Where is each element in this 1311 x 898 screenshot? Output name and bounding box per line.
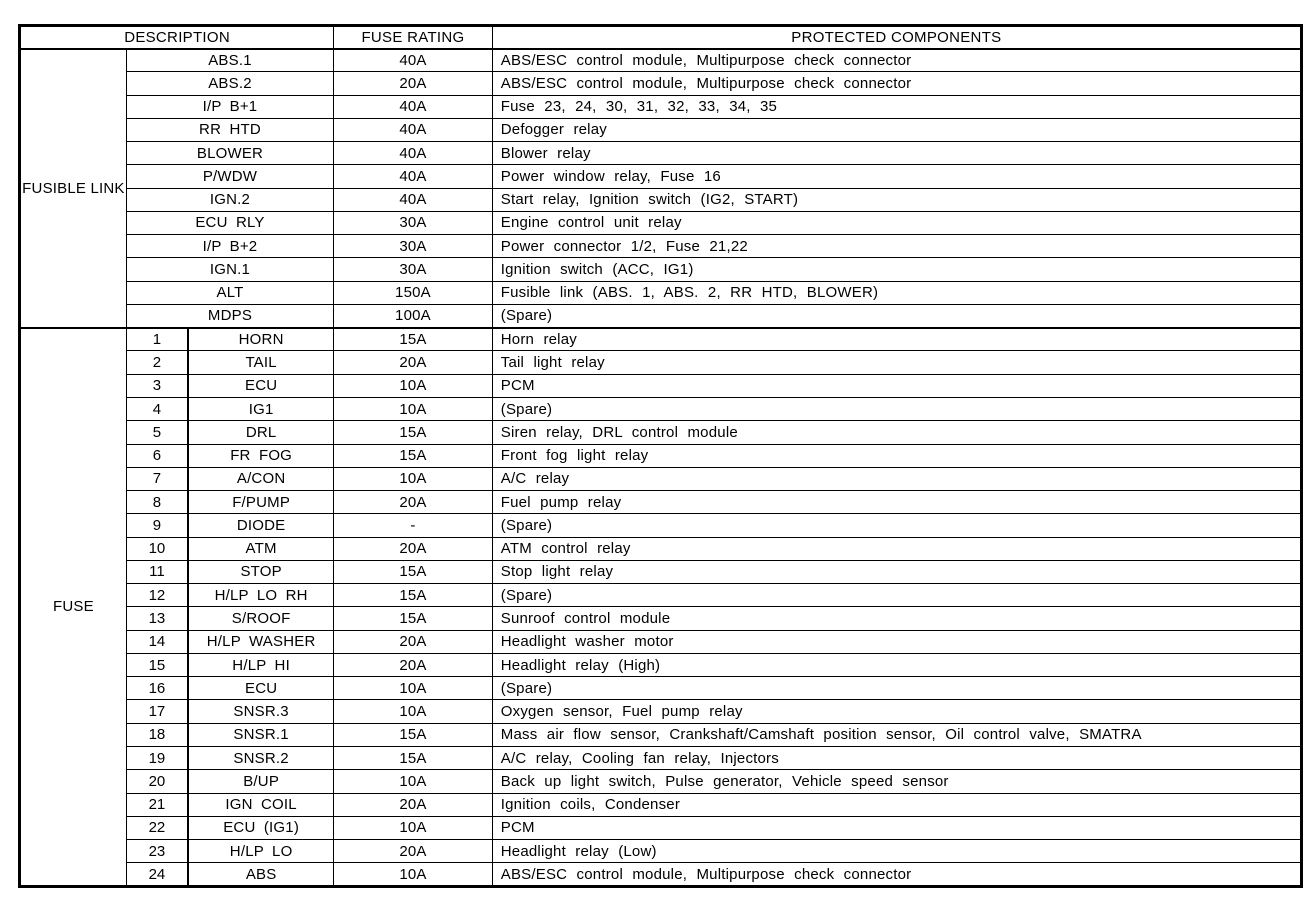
- fuse-number-cell: 24: [126, 863, 188, 887]
- fuse-rating-cell: 10A: [334, 374, 493, 397]
- fuse-rating-cell: -: [334, 514, 493, 537]
- table-row: [20, 584, 1302, 607]
- fuse-name-cell: H/LP HI: [188, 653, 334, 676]
- fuse-rating-cell: 15A: [334, 560, 493, 583]
- protected-components-cell: Tail light relay: [492, 351, 1301, 374]
- protected-components-cell: Siren relay, DRL control module: [492, 421, 1301, 444]
- table-row: [20, 840, 1302, 863]
- fuse-name-cell: S/ROOF: [188, 607, 334, 630]
- fuse-rating-cell: 20A: [334, 491, 493, 514]
- protected-components-cell: Oxygen sensor, Fuel pump relay: [492, 700, 1301, 723]
- fuse-rating-cell: 20A: [334, 72, 493, 95]
- fuse-rating-cell: 10A: [334, 700, 493, 723]
- page: [18, 24, 1303, 888]
- fuse-rating-cell: 40A: [334, 49, 493, 72]
- fuse-name-cell: B/UP: [188, 770, 334, 793]
- table-row: [20, 863, 1302, 887]
- protected-components-cell: ATM control relay: [492, 537, 1301, 560]
- fuse-name-cell: STOP: [188, 560, 334, 583]
- fuse-name-cell: MDPS: [126, 304, 333, 327]
- table-row: [20, 793, 1302, 816]
- table-row: [20, 49, 1302, 72]
- table-row: [20, 770, 1302, 793]
- fuse-table-header: [20, 26, 1302, 49]
- fuse-name-cell: TAIL: [188, 351, 334, 374]
- table-row: [20, 281, 1302, 304]
- fuse-rating-cell: 20A: [334, 537, 493, 560]
- protected-components-cell: Defogger relay: [492, 118, 1301, 141]
- table-row: [20, 72, 1302, 95]
- protected-components-cell: Headlight relay (High): [492, 653, 1301, 676]
- fuse-name-cell: ABS: [188, 863, 334, 887]
- fuse-rating-cell: 40A: [334, 142, 493, 165]
- fuse-rating-cell: 10A: [334, 770, 493, 793]
- fuse-number-cell: 13: [126, 607, 188, 630]
- table-row: [20, 328, 1302, 351]
- table-row: [20, 560, 1302, 583]
- fuse-name-cell: IGN.1: [126, 258, 333, 281]
- table-row: [20, 235, 1302, 258]
- table-row: [20, 397, 1302, 420]
- fuse-rating-cell: 15A: [334, 444, 493, 467]
- table-row: [20, 351, 1302, 374]
- protected-components-cell: (Spare): [492, 514, 1301, 537]
- fuse-table-body: [20, 49, 1302, 887]
- header-row: [20, 26, 1302, 49]
- protected-components-cell: (Spare): [492, 584, 1301, 607]
- fuse-number-cell: 17: [126, 700, 188, 723]
- fuse-number-cell: 11: [126, 560, 188, 583]
- table-row: [20, 304, 1302, 327]
- protected-components-cell: PCM: [492, 816, 1301, 839]
- fuse-number-cell: 2: [126, 351, 188, 374]
- fuse-name-cell: RR HTD: [126, 118, 333, 141]
- protected-components-cell: Headlight washer motor: [492, 630, 1301, 653]
- fuse-name-cell: ALT: [126, 281, 333, 304]
- fuse-name-cell: ABS.2: [126, 72, 333, 95]
- fuse-name-cell: ECU RLY: [126, 211, 333, 234]
- fuse-rating-cell: 15A: [334, 584, 493, 607]
- table-row: [20, 700, 1302, 723]
- fuse-name-cell: SNSR.3: [188, 700, 334, 723]
- fuse-name-cell: I/P B+1: [126, 95, 333, 118]
- fuse-number-cell: 22: [126, 816, 188, 839]
- protected-components-cell: Sunroof control module: [492, 607, 1301, 630]
- fuse-rating-cell: 15A: [334, 723, 493, 746]
- fuse-rating-cell: 15A: [334, 328, 493, 351]
- protected-components-cell: A/C relay, Cooling fan relay, Injectors: [492, 746, 1301, 769]
- fuse-rating-cell: 20A: [334, 840, 493, 863]
- fuse-name-cell: BLOWER: [126, 142, 333, 165]
- table-row: [20, 746, 1302, 769]
- fuse-rating-cell: 20A: [334, 793, 493, 816]
- protected-components-cell: Stop light relay: [492, 560, 1301, 583]
- fuse-rating-cell: 10A: [334, 467, 493, 490]
- fuse-name-cell: P/WDW: [126, 165, 333, 188]
- col-header-protected-components: PROTECTED COMPONENTS: [492, 26, 1301, 49]
- fuse-rating-cell: 30A: [334, 211, 493, 234]
- table-row: [20, 491, 1302, 514]
- table-row: [20, 607, 1302, 630]
- fuse-rating-cell: 40A: [334, 165, 493, 188]
- fuse-rating-cell: 15A: [334, 421, 493, 444]
- protected-components-cell: ABS/ESC control module, Multipurpose check connector: [492, 863, 1301, 887]
- fuse-name-cell: ECU: [188, 374, 334, 397]
- fuse-rating-cell: 40A: [334, 188, 493, 211]
- table-row: [20, 374, 1302, 397]
- table-row: [20, 444, 1302, 467]
- protected-components-cell: Mass air flow sensor, Crankshaft/Camshaft position sensor, Oil control valve, SMATRA: [492, 723, 1301, 746]
- protected-components-cell: (Spare): [492, 397, 1301, 420]
- section-label: FUSE: [20, 328, 127, 887]
- fuse-number-cell: 9: [126, 514, 188, 537]
- fuse-number-cell: 20: [126, 770, 188, 793]
- table-row: [20, 467, 1302, 490]
- fuse-number-cell: 23: [126, 840, 188, 863]
- table-row: [20, 211, 1302, 234]
- table-row: [20, 165, 1302, 188]
- fuse-name-cell: ABS.1: [126, 49, 333, 72]
- fuse-rating-cell: 10A: [334, 677, 493, 700]
- protected-components-cell: ABS/ESC control module, Multipurpose check connector: [492, 72, 1301, 95]
- protected-components-cell: Ignition coils, Condenser: [492, 793, 1301, 816]
- fuse-name-cell: H/LP WASHER: [188, 630, 334, 653]
- table-row: [20, 118, 1302, 141]
- protected-components-cell: Power window relay, Fuse 16: [492, 165, 1301, 188]
- fuse-rating-cell: 20A: [334, 630, 493, 653]
- fuse-rating-cell: 30A: [334, 235, 493, 258]
- protected-components-cell: Horn relay: [492, 328, 1301, 351]
- fuse-name-cell: A/CON: [188, 467, 334, 490]
- fuse-rating-cell: 15A: [334, 607, 493, 630]
- protected-components-cell: PCM: [492, 374, 1301, 397]
- fuse-number-cell: 19: [126, 746, 188, 769]
- fuse-number-cell: 18: [126, 723, 188, 746]
- col-header-fuse-rating: FUSE RATING: [334, 26, 493, 49]
- table-row: [20, 188, 1302, 211]
- table-row: [20, 537, 1302, 560]
- fuse-number-cell: 5: [126, 421, 188, 444]
- fuse-number-cell: 15: [126, 653, 188, 676]
- protected-components-cell: Fuel pump relay: [492, 491, 1301, 514]
- fuse-rating-cell: 40A: [334, 95, 493, 118]
- fuse-number-cell: 4: [126, 397, 188, 420]
- fuse-rating-cell: 100A: [334, 304, 493, 327]
- table-row: [20, 258, 1302, 281]
- fuse-name-cell: SNSR.2: [188, 746, 334, 769]
- protected-components-cell: Blower relay: [492, 142, 1301, 165]
- fuse-number-cell: 3: [126, 374, 188, 397]
- fuse-rating-cell: 15A: [334, 746, 493, 769]
- fuse-rating-cell: 20A: [334, 351, 493, 374]
- table-row: [20, 723, 1302, 746]
- fuse-rating-cell: 10A: [334, 863, 493, 887]
- table-row: [20, 816, 1302, 839]
- protected-components-cell: A/C relay: [492, 467, 1301, 490]
- fuse-rating-cell: 10A: [334, 397, 493, 420]
- fuse-name-cell: FR FOG: [188, 444, 334, 467]
- protected-components-cell: Engine control unit relay: [492, 211, 1301, 234]
- fuse-name-cell: DIODE: [188, 514, 334, 537]
- fuse-name-cell: I/P B+2: [126, 235, 333, 258]
- fuse-rating-cell: 10A: [334, 816, 493, 839]
- table-row: [20, 421, 1302, 444]
- protected-components-cell: Start relay, Ignition switch (IG2, START): [492, 188, 1301, 211]
- protected-components-cell: Front fog light relay: [492, 444, 1301, 467]
- fuse-name-cell: H/LP LO: [188, 840, 334, 863]
- protected-components-cell: ABS/ESC control module, Multipurpose check connector: [492, 49, 1301, 72]
- fuse-name-cell: IGN COIL: [188, 793, 334, 816]
- fuse-name-cell: H/LP LO RH: [188, 584, 334, 607]
- fuse-number-cell: 21: [126, 793, 188, 816]
- protected-components-cell: Back up light switch, Pulse generator, Vehicle speed sensor: [492, 770, 1301, 793]
- fuse-name-cell: IG1: [188, 397, 334, 420]
- protected-components-cell: Power connector 1/2, Fuse 21,22: [492, 235, 1301, 258]
- table-row: [20, 95, 1302, 118]
- fuse-name-cell: DRL: [188, 421, 334, 444]
- fuse-number-cell: 14: [126, 630, 188, 653]
- fuse-rating-cell: 150A: [334, 281, 493, 304]
- fuse-number-cell: 7: [126, 467, 188, 490]
- protected-components-cell: Fuse 23, 24, 30, 31, 32, 33, 34, 35: [492, 95, 1301, 118]
- table-row: [20, 142, 1302, 165]
- protected-components-cell: Headlight relay (Low): [492, 840, 1301, 863]
- fuse-number-cell: 6: [126, 444, 188, 467]
- fuse-name-cell: F/PUMP: [188, 491, 334, 514]
- fuse-rating-cell: 20A: [334, 653, 493, 676]
- table-row: [20, 514, 1302, 537]
- fuse-table: [18, 24, 1303, 888]
- protected-components-cell: Ignition switch (ACC, IG1): [492, 258, 1301, 281]
- protected-components-cell: (Spare): [492, 677, 1301, 700]
- fuse-name-cell: IGN.2: [126, 188, 333, 211]
- fuse-name-cell: ATM: [188, 537, 334, 560]
- section-label: FUSIBLE LINK: [20, 49, 127, 328]
- table-row: [20, 630, 1302, 653]
- table-row: [20, 653, 1302, 676]
- fuse-name-cell: ECU: [188, 677, 334, 700]
- fuse-number-cell: 8: [126, 491, 188, 514]
- fuse-number-cell: 10: [126, 537, 188, 560]
- fuse-number-cell: 16: [126, 677, 188, 700]
- fuse-number-cell: 12: [126, 584, 188, 607]
- fuse-name-cell: ECU (IG1): [188, 816, 334, 839]
- protected-components-cell: (Spare): [492, 304, 1301, 327]
- fuse-name-cell: SNSR.1: [188, 723, 334, 746]
- fuse-rating-cell: 40A: [334, 118, 493, 141]
- fuse-number-cell: 1: [126, 328, 188, 351]
- protected-components-cell: Fusible link (ABS. 1, ABS. 2, RR HTD, BLOWER): [492, 281, 1301, 304]
- fuse-name-cell: HORN: [188, 328, 334, 351]
- fuse-rating-cell: 30A: [334, 258, 493, 281]
- table-row: [20, 677, 1302, 700]
- col-header-description: DESCRIPTION: [20, 26, 334, 49]
